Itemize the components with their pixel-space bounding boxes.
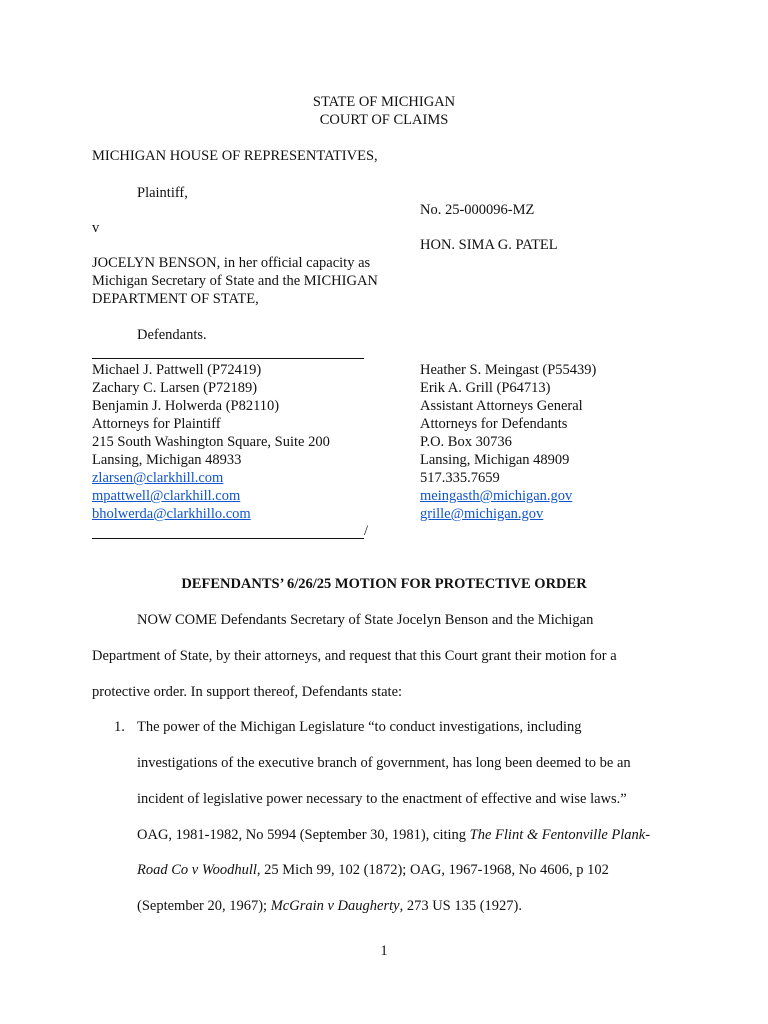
plaintiff-role: Plaintiff, (137, 185, 188, 201)
plaintiff-name: MICHIGAN HOUSE OF REPRESENTATIVES, (92, 148, 378, 164)
plaintiff-counsel-line: Attorneys for Plaintiff (92, 416, 221, 432)
defendant-line-2: Michigan Secretary of State and the MICHIGAN (92, 273, 378, 289)
case-cite-flint: The Flint & Fentonville Plank- (469, 827, 651, 843)
judge-name: HON. SIMA G. PATEL (420, 237, 558, 253)
email-link-grille[interactable]: grille@michigan.gov (420, 506, 544, 522)
item-1-line-6-text-c: , 273 US 135 (1927). (399, 898, 523, 914)
intro-line-2: Department of State, by their attorneys, and request that this Court grant their motion for a (92, 648, 617, 664)
plaintiff-counsel-line: Lansing, Michigan 48933 (92, 452, 242, 468)
item-1-line-4-text: OAG, 1981-1982, No 5994 (September 30, 1981), citing (137, 827, 470, 843)
defendant-counsel-line: Erik A. Grill (P64713) (420, 380, 551, 396)
defendant-counsel-line: Heather S. Meingast (P55439) (420, 362, 597, 378)
intro-line-3: protective order. In support thereof, Defendants state: (92, 684, 403, 700)
case-cite-mcgrain: McGrain v Daugherty (270, 898, 400, 914)
page-number: 1 (380, 943, 388, 959)
caption-rule-bottom (92, 538, 364, 539)
item-1-line-6-text-a: (September 20, 1967); (137, 898, 271, 914)
email-link-meingasth[interactable]: meingasth@michigan.gov (420, 488, 573, 504)
caption-rule-top (92, 358, 364, 359)
defendant-role: Defendants. (137, 327, 207, 343)
email-link-zlarsen[interactable]: zlarsen@clarkhill.com (92, 470, 224, 486)
email-link-bholwerda[interactable]: bholwerda@clarkhillo.com (92, 506, 251, 522)
plaintiff-counsel-line: 215 South Washington Square, Suite 200 (92, 434, 330, 450)
motion-title: DEFENDANTS’ 6/26/25 MOTION FOR PROTECTIVE ORDER (181, 576, 587, 592)
plaintiff-counsel-line: Benjamin J. Holwerda (P82110) (92, 398, 280, 414)
case-number: No. 25-000096-MZ (420, 202, 535, 218)
intro-line-1: NOW COME Defendants Secretary of State Jocelyn Benson and the Michigan (137, 612, 594, 628)
item-1-line-4 (137, 826, 650, 844)
item-1-line-2: investigations of the executive branch of government, has long been deemed to be an (137, 755, 631, 771)
item-1-line-1: The power of the Michigan Legislature “to conduct investigations, including (137, 719, 582, 735)
item-1-number: 1. (114, 719, 125, 735)
defendant-counsel-line: Assistant Attorneys General (420, 398, 583, 414)
defendant-counsel-line: Attorneys for Defendants (420, 416, 568, 432)
item-1-line-5 (137, 861, 609, 879)
caption-end-mark: / (364, 523, 369, 539)
plaintiff-counsel-line: Zachary C. Larsen (P72189) (92, 380, 258, 396)
defendant-counsel-line: Lansing, Michigan 48909 (420, 452, 570, 468)
caption-state: STATE OF MICHIGAN (312, 94, 456, 110)
defendant-counsel-line: P.O. Box 30736 (420, 434, 512, 450)
case-cite-woodhull: Road Co v Woodhull (137, 862, 257, 878)
defendant-line-1: JOCELYN BENSON, in her official capacity as (92, 255, 371, 271)
item-1-line-6 (137, 897, 522, 915)
caption-court: COURT OF CLAIMS (319, 112, 449, 128)
plaintiff-counsel-line: Michael J. Pattwell (P72419) (92, 362, 262, 378)
email-link-mpattwell[interactable]: mpattwell@clarkhill.com (92, 488, 241, 504)
defendant-counsel-phone: 517.335.7659 (420, 470, 500, 486)
versus: v (92, 220, 100, 236)
item-1-line-3: incident of legislative power necessary to the enactment of effective and wise laws.” (137, 791, 627, 807)
item-1-line-5-text: , 25 Mich 99, 102 (1872); OAG, 1967-1968, No 4606, p 102 (256, 862, 609, 878)
defendant-line-3: DEPARTMENT OF STATE, (92, 291, 259, 307)
